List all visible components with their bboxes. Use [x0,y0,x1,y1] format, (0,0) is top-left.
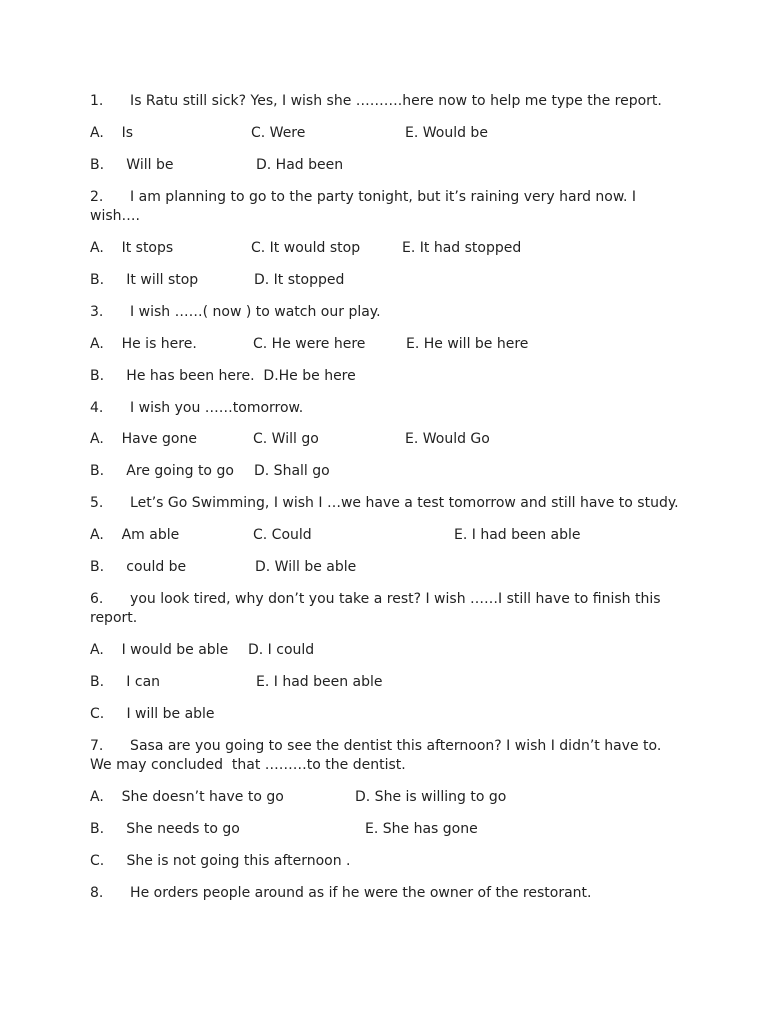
option-a: A. Is [90,125,134,141]
option-b: B. Are going to go [90,463,234,479]
question-1: 1. Is Ratu still sick? Yes, I wish she ……….here now to help me type the report. [90,93,662,109]
question-7-options-row-1 [90,788,710,806]
option-c: C. It would stop [251,240,361,256]
option-e: E. I had been able [256,674,383,690]
option-b: B. could be [90,559,187,575]
option-e: E. She has gone [365,821,478,837]
option-e: E. Would be [405,125,488,141]
option-e: E. Would Go [405,431,490,447]
question-4: 4. I wish you ……tomorrow. [90,400,304,416]
question-1-options-row-1 [90,124,710,142]
option-e: E. He will be here [406,336,529,352]
option-a: A. It stops [90,240,174,256]
option-b: B. Will be [90,157,174,173]
option-c: C. He were here [253,336,366,352]
question-7-options-row-2 [90,820,710,838]
question-5: 5. Let’s Go Swimming, I wish I …we have a test tomorrow and still have to study. [90,495,679,511]
option-d: D. Shall go [254,463,330,479]
option-b-d: B. He has been here. D.He be here [90,368,356,384]
question-6: 6. you look tired, why don’t you take a rest? I wish ……I still have to finish this [90,591,661,607]
question-4-options-row-2 [90,462,710,480]
question-8: 8. He orders people around as if he were the owner of the restorant. [90,885,592,901]
question-6-continued: report. [90,610,138,626]
option-e: E. I had been able [454,527,581,543]
question-3-options-row-1 [90,335,710,353]
option-a: A. He is here. [90,336,197,352]
question-1-options-row-2 [90,156,710,174]
question-5-options-row-2 [90,558,710,576]
option-a: A. She doesn’t have to go [90,789,284,805]
option-b: B. She needs to go [90,821,240,837]
option-c: C. I will be able [90,706,215,722]
option-d: D. I could [248,642,315,658]
question-3: 3. I wish ……( now ) to watch our play. [90,304,381,320]
question-2: 2. I am planning to go to the party tonight, but it’s raining very hard now. I [90,189,637,205]
question-7-options-row-3 [90,852,710,870]
question-6-options-row-2 [90,673,710,691]
question-2-continued: wish…. [90,208,140,224]
question-3-options-row-2 [90,367,710,385]
question-4-options-row-1 [90,430,710,448]
question-7-continued: We may concluded that ………to the dentist. [90,757,406,773]
question-6-options-row-3 [90,705,710,723]
option-a: A. Am able [90,527,180,543]
question-2-options-row-2 [90,271,710,289]
option-d: D. It stopped [254,272,345,288]
option-c: C. Were [251,125,306,141]
option-b: B. It will stop [90,272,199,288]
option-c: C. Could [253,527,312,543]
option-a: A. Have gone [90,431,197,447]
option-c: C. She is not going this afternoon . [90,853,351,869]
option-a: A. I would be able [90,642,229,658]
option-d: D. Had been [256,157,344,173]
question-2-options-row-1 [90,239,710,257]
question-6-options-row-1 [90,641,710,659]
option-c: C. Will go [253,431,319,447]
option-d: D. She is willing to go [355,789,507,805]
option-b: B. I can [90,674,161,690]
option-d: D. Will be able [255,559,357,575]
question-5-options-row-1 [90,526,710,544]
option-e: E. It had stopped [402,240,522,256]
question-7: 7. Sasa are you going to see the dentist this afternoon? I wish I didn’t have to. [90,738,662,754]
